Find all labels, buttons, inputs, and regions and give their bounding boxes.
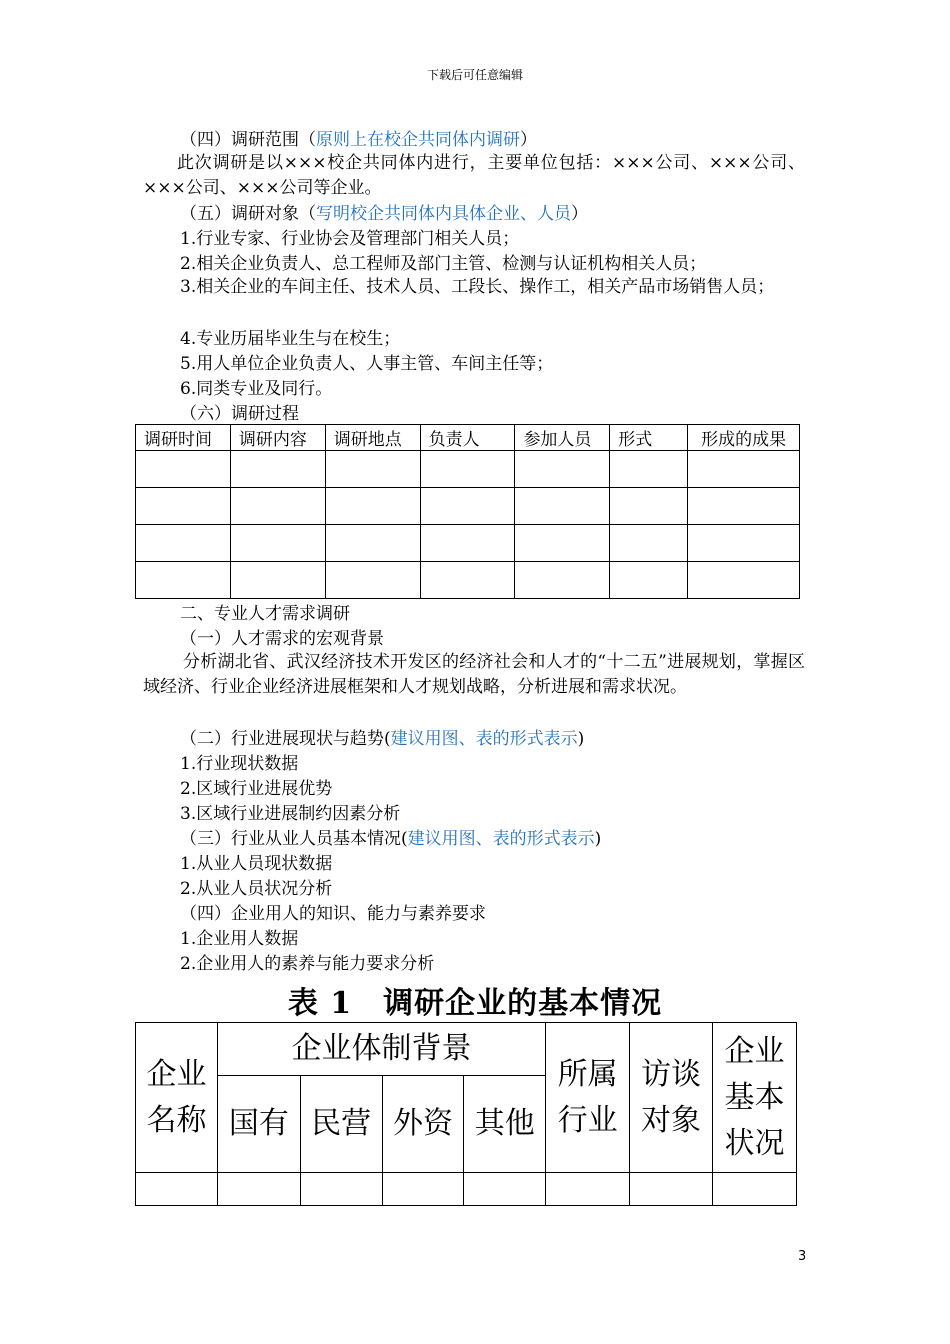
table-cell xyxy=(382,1173,464,1206)
table-cell xyxy=(515,488,610,525)
process-col-participants: 参加人员 xyxy=(515,425,610,451)
part2-sub2-item-1: 1.行业现状数据 xyxy=(180,754,299,774)
table-cell xyxy=(230,451,325,488)
section4-close: ） xyxy=(520,130,537,150)
col-interviewee-label: 访谈对象 xyxy=(641,1056,702,1138)
col-foreign: 外资 xyxy=(382,1076,464,1173)
part2-sub2-item-2: 2.区域行业进展优势 xyxy=(180,779,333,799)
process-col-location: 调研地点 xyxy=(325,425,420,451)
process-col-result: 形成的成果 xyxy=(688,425,800,451)
part2-sub1: （一）人才需求的宏观背景 xyxy=(180,629,384,649)
col-enterprise-name-label: 企业名称 xyxy=(146,1056,207,1138)
section5-close: ） xyxy=(571,204,588,224)
table-cell xyxy=(136,525,231,562)
section5-note: 写明校企共同体内具体企业、人员 xyxy=(316,204,571,224)
part2-sub3-close: ) xyxy=(594,829,602,849)
part2-sub2-item-3: 3.区域行业进展制约因素分析 xyxy=(180,804,401,824)
part2-sub2-heading xyxy=(180,729,584,749)
part2-sub2-note: 建议用图、表的形式表示 xyxy=(390,729,578,749)
col-interviewee xyxy=(630,1023,713,1173)
table-cell xyxy=(610,451,688,488)
process-col-form: 形式 xyxy=(610,425,688,451)
col-other: 其他 xyxy=(464,1076,546,1173)
table-cell xyxy=(136,1173,218,1206)
table-cell xyxy=(325,451,420,488)
table-cell xyxy=(688,525,800,562)
table-cell xyxy=(515,525,610,562)
part2-sub2-label: （二）行业进展现状与趋势( xyxy=(180,729,391,749)
section5-item-2: 2.相关企业负责人、总工程师及部门主管、检测与认证机构相关人员； xyxy=(180,254,707,274)
section4-note: 原则上在校企共同体内调研 xyxy=(316,130,520,150)
part2-sub3-item-1: 1.从业人员现状数据 xyxy=(180,854,333,874)
table-cell xyxy=(136,562,231,599)
table-cell xyxy=(325,525,420,562)
table-cell xyxy=(230,525,325,562)
table-cell xyxy=(546,1173,630,1206)
col-enterprise-name xyxy=(136,1023,218,1173)
table-cell xyxy=(610,488,688,525)
section4-body: 此次调研是以×××校企共同体内进行，主要单位包括：×××公司、×××公司、×××公司、×××公司等企业。 xyxy=(143,153,805,198)
section4-heading xyxy=(180,130,537,150)
col-group-system: 企业体制背景 xyxy=(217,1023,545,1076)
section5-item-5: 5.用人单位企业负责人、人事主管、车间主任等； xyxy=(180,354,554,374)
table-cell xyxy=(688,488,800,525)
process-table xyxy=(135,424,800,599)
part2-sub3-item-2: 2.从业人员状况分析 xyxy=(180,879,333,899)
table-cell xyxy=(230,562,325,599)
table-row xyxy=(136,562,800,599)
table-cell xyxy=(136,488,231,525)
section5-item-6: 6.同类专业及同行。 xyxy=(180,379,333,399)
section5-label: （五）调研对象（ xyxy=(180,204,316,224)
section5-heading xyxy=(180,204,588,224)
table-cell xyxy=(136,451,231,488)
table-cell xyxy=(420,562,515,599)
table-cell xyxy=(713,1173,797,1206)
part2-sub3-heading xyxy=(180,829,601,849)
process-col-content: 调研内容 xyxy=(230,425,325,451)
table1-title: 表 1 调研企业的基本情况 xyxy=(287,986,663,1021)
table-row xyxy=(136,525,800,562)
table-cell xyxy=(420,525,515,562)
table-cell xyxy=(464,1173,546,1206)
enterprise-table xyxy=(135,1022,797,1206)
table-cell xyxy=(630,1173,713,1206)
part2-sub3-label: （三）行业从业人员基本情况( xyxy=(180,829,408,849)
process-col-owner: 负责人 xyxy=(420,425,515,451)
part2-title: 二、专业人才需求调研 xyxy=(180,604,350,624)
table-cell xyxy=(325,562,420,599)
process-col-time: 调研时间 xyxy=(136,425,231,451)
col-private: 民营 xyxy=(300,1076,382,1173)
table-cell xyxy=(230,488,325,525)
col-industry xyxy=(546,1023,630,1173)
section6-heading: （六）调研过程 xyxy=(180,404,299,424)
section5-item-4: 4.专业历届毕业生与在校生； xyxy=(180,329,401,349)
col-status xyxy=(713,1023,797,1173)
part2-sub3-note: 建议用图、表的形式表示 xyxy=(407,829,595,849)
table-row xyxy=(136,1173,797,1206)
table-cell xyxy=(217,1173,300,1206)
section5-item-1: 1.行业专家、行业协会及管理部门相关人员； xyxy=(180,229,520,249)
section4-label: （四）调研范围（ xyxy=(180,130,316,150)
table-cell xyxy=(610,562,688,599)
part2-sub4-item-2: 2.企业用人的素养与能力要求分析 xyxy=(180,954,435,974)
part2-sub4: （四）企业用人的知识、能力与素养要求 xyxy=(180,904,486,924)
enterprise-header-row-1 xyxy=(136,1023,797,1076)
process-table-header-row xyxy=(136,425,800,451)
col-industry-label: 所属行业 xyxy=(557,1056,618,1138)
table-row xyxy=(136,451,800,488)
page-number: 3 xyxy=(798,1249,807,1264)
table-cell xyxy=(515,562,610,599)
part2-sub1-body: 分析湖北省、武汉经济技术开发区的经济社会和人才的“十二五”进展规划，掌握区域经济、行业企业经济进展框架和人才规划战略，分析进展和需求状况。 xyxy=(143,652,805,697)
section5-item-3: 3.相关企业的车间主任、技术人员、工段长、操作工，相关产品市场销售人员； xyxy=(180,277,775,297)
table-cell xyxy=(325,488,420,525)
col-state-owned: 国有 xyxy=(217,1076,300,1173)
table-row xyxy=(136,488,800,525)
table-cell xyxy=(420,451,515,488)
col-status-label: 企业基本状况 xyxy=(724,1033,785,1161)
table-cell xyxy=(610,525,688,562)
page-header: 下载后可任意编辑 xyxy=(426,68,523,82)
part2-sub2-close: ) xyxy=(577,729,585,749)
table-cell xyxy=(300,1173,382,1206)
table-cell xyxy=(688,451,800,488)
table-cell xyxy=(515,451,610,488)
table-cell xyxy=(420,488,515,525)
table-cell xyxy=(688,562,800,599)
part2-sub4-item-1: 1.企业用人数据 xyxy=(180,929,299,949)
